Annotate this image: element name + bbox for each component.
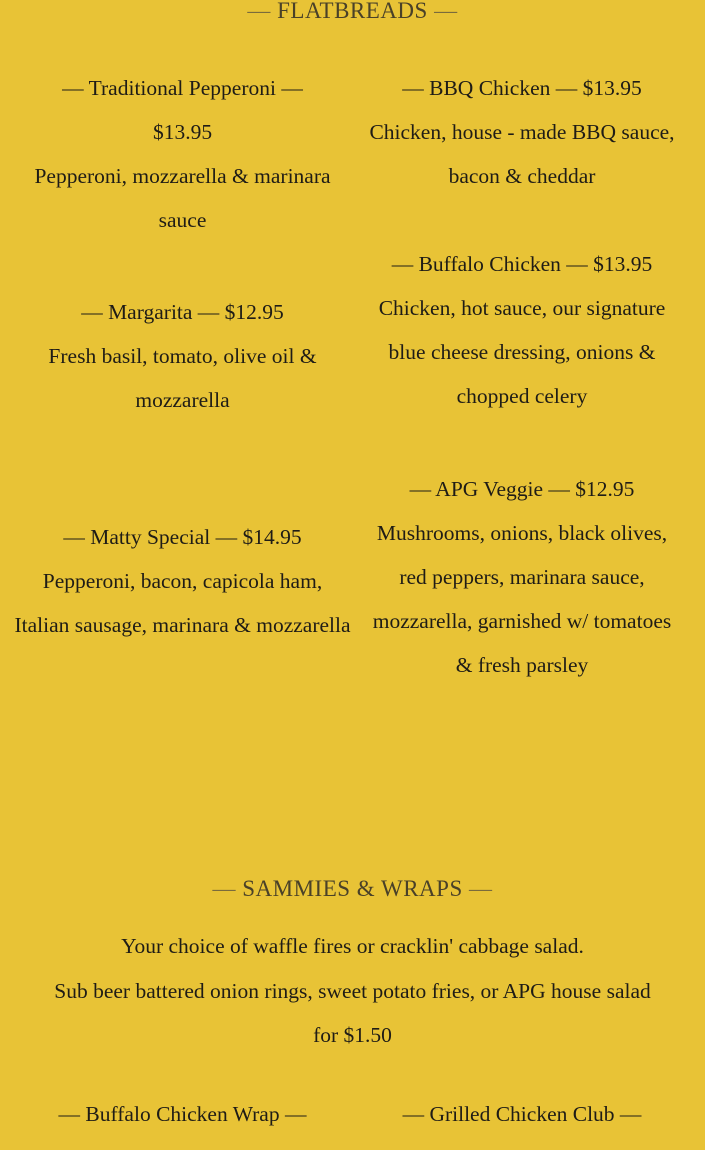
- menu-item-grilled-chicken-club: [362, 1092, 682, 1136]
- item-name: — Buffalo Chicken Wrap —: [58, 1102, 307, 1126]
- flatbreads-title: FLATBREADS: [277, 0, 428, 23]
- item-name: — APG Veggie — $12.95: [409, 477, 635, 501]
- menu-item-margarita: [20, 290, 345, 422]
- menu-item-apg-veggie: [362, 467, 682, 687]
- item-description: Mushrooms, onions, black olives, red peppers, marinara sauce, mozzarella, garnished w/ tomatoes & fresh parsley: [372, 521, 672, 677]
- intro-line-1: Your choice of waffle fires or cracklin' cabbage salad.: [121, 934, 584, 958]
- item-description: Pepperoni, mozzarella & marinara sauce: [34, 164, 331, 232]
- dash-right: —: [462, 876, 493, 901]
- flatbreads-heading: [0, 0, 705, 24]
- item-description: Chicken, hot sauce, our signature blue cheese dressing, onions & chopped celery: [378, 296, 666, 408]
- sammies-heading: [0, 876, 705, 902]
- item-name: — Traditional Pepperoni —: [62, 76, 303, 100]
- item-description: Chicken, house - made BBQ sauce, bacon & cheddar: [369, 120, 675, 188]
- item-price: $13.95: [152, 120, 213, 144]
- menu-item-buffalo-chicken: [362, 242, 682, 418]
- item-name: — Buffalo Chicken — $13.95: [391, 252, 653, 276]
- menu-item-buffalo-chicken-wrap: [20, 1092, 345, 1136]
- menu-item-bbq-chicken: [362, 66, 682, 198]
- item-name: — Margarita — $12.95: [81, 300, 284, 324]
- dash-left: —: [212, 876, 243, 901]
- item-description: Pepperoni, bacon, capicola ham, Italian sausage, marinara & mozzarella: [14, 569, 351, 637]
- item-name: — Grilled Chicken Club —: [402, 1102, 642, 1126]
- dash-right: —: [427, 0, 458, 23]
- item-name: — Matty Special — $14.95: [63, 525, 302, 549]
- dash-left: —: [247, 0, 278, 23]
- sammies-title: SAMMIES & WRAPS: [242, 876, 463, 901]
- sammies-intro: [40, 924, 665, 1058]
- menu-item-traditional-pepperoni: [20, 66, 345, 242]
- menu-item-matty-special: [14, 515, 351, 647]
- item-name: — BBQ Chicken — $13.95: [402, 76, 642, 100]
- intro-line-2: Sub beer battered onion rings, sweet potato fries, or APG house salad for $1.50: [54, 978, 651, 1047]
- item-description: Fresh basil, tomato, olive oil & mozzarella: [48, 344, 317, 412]
